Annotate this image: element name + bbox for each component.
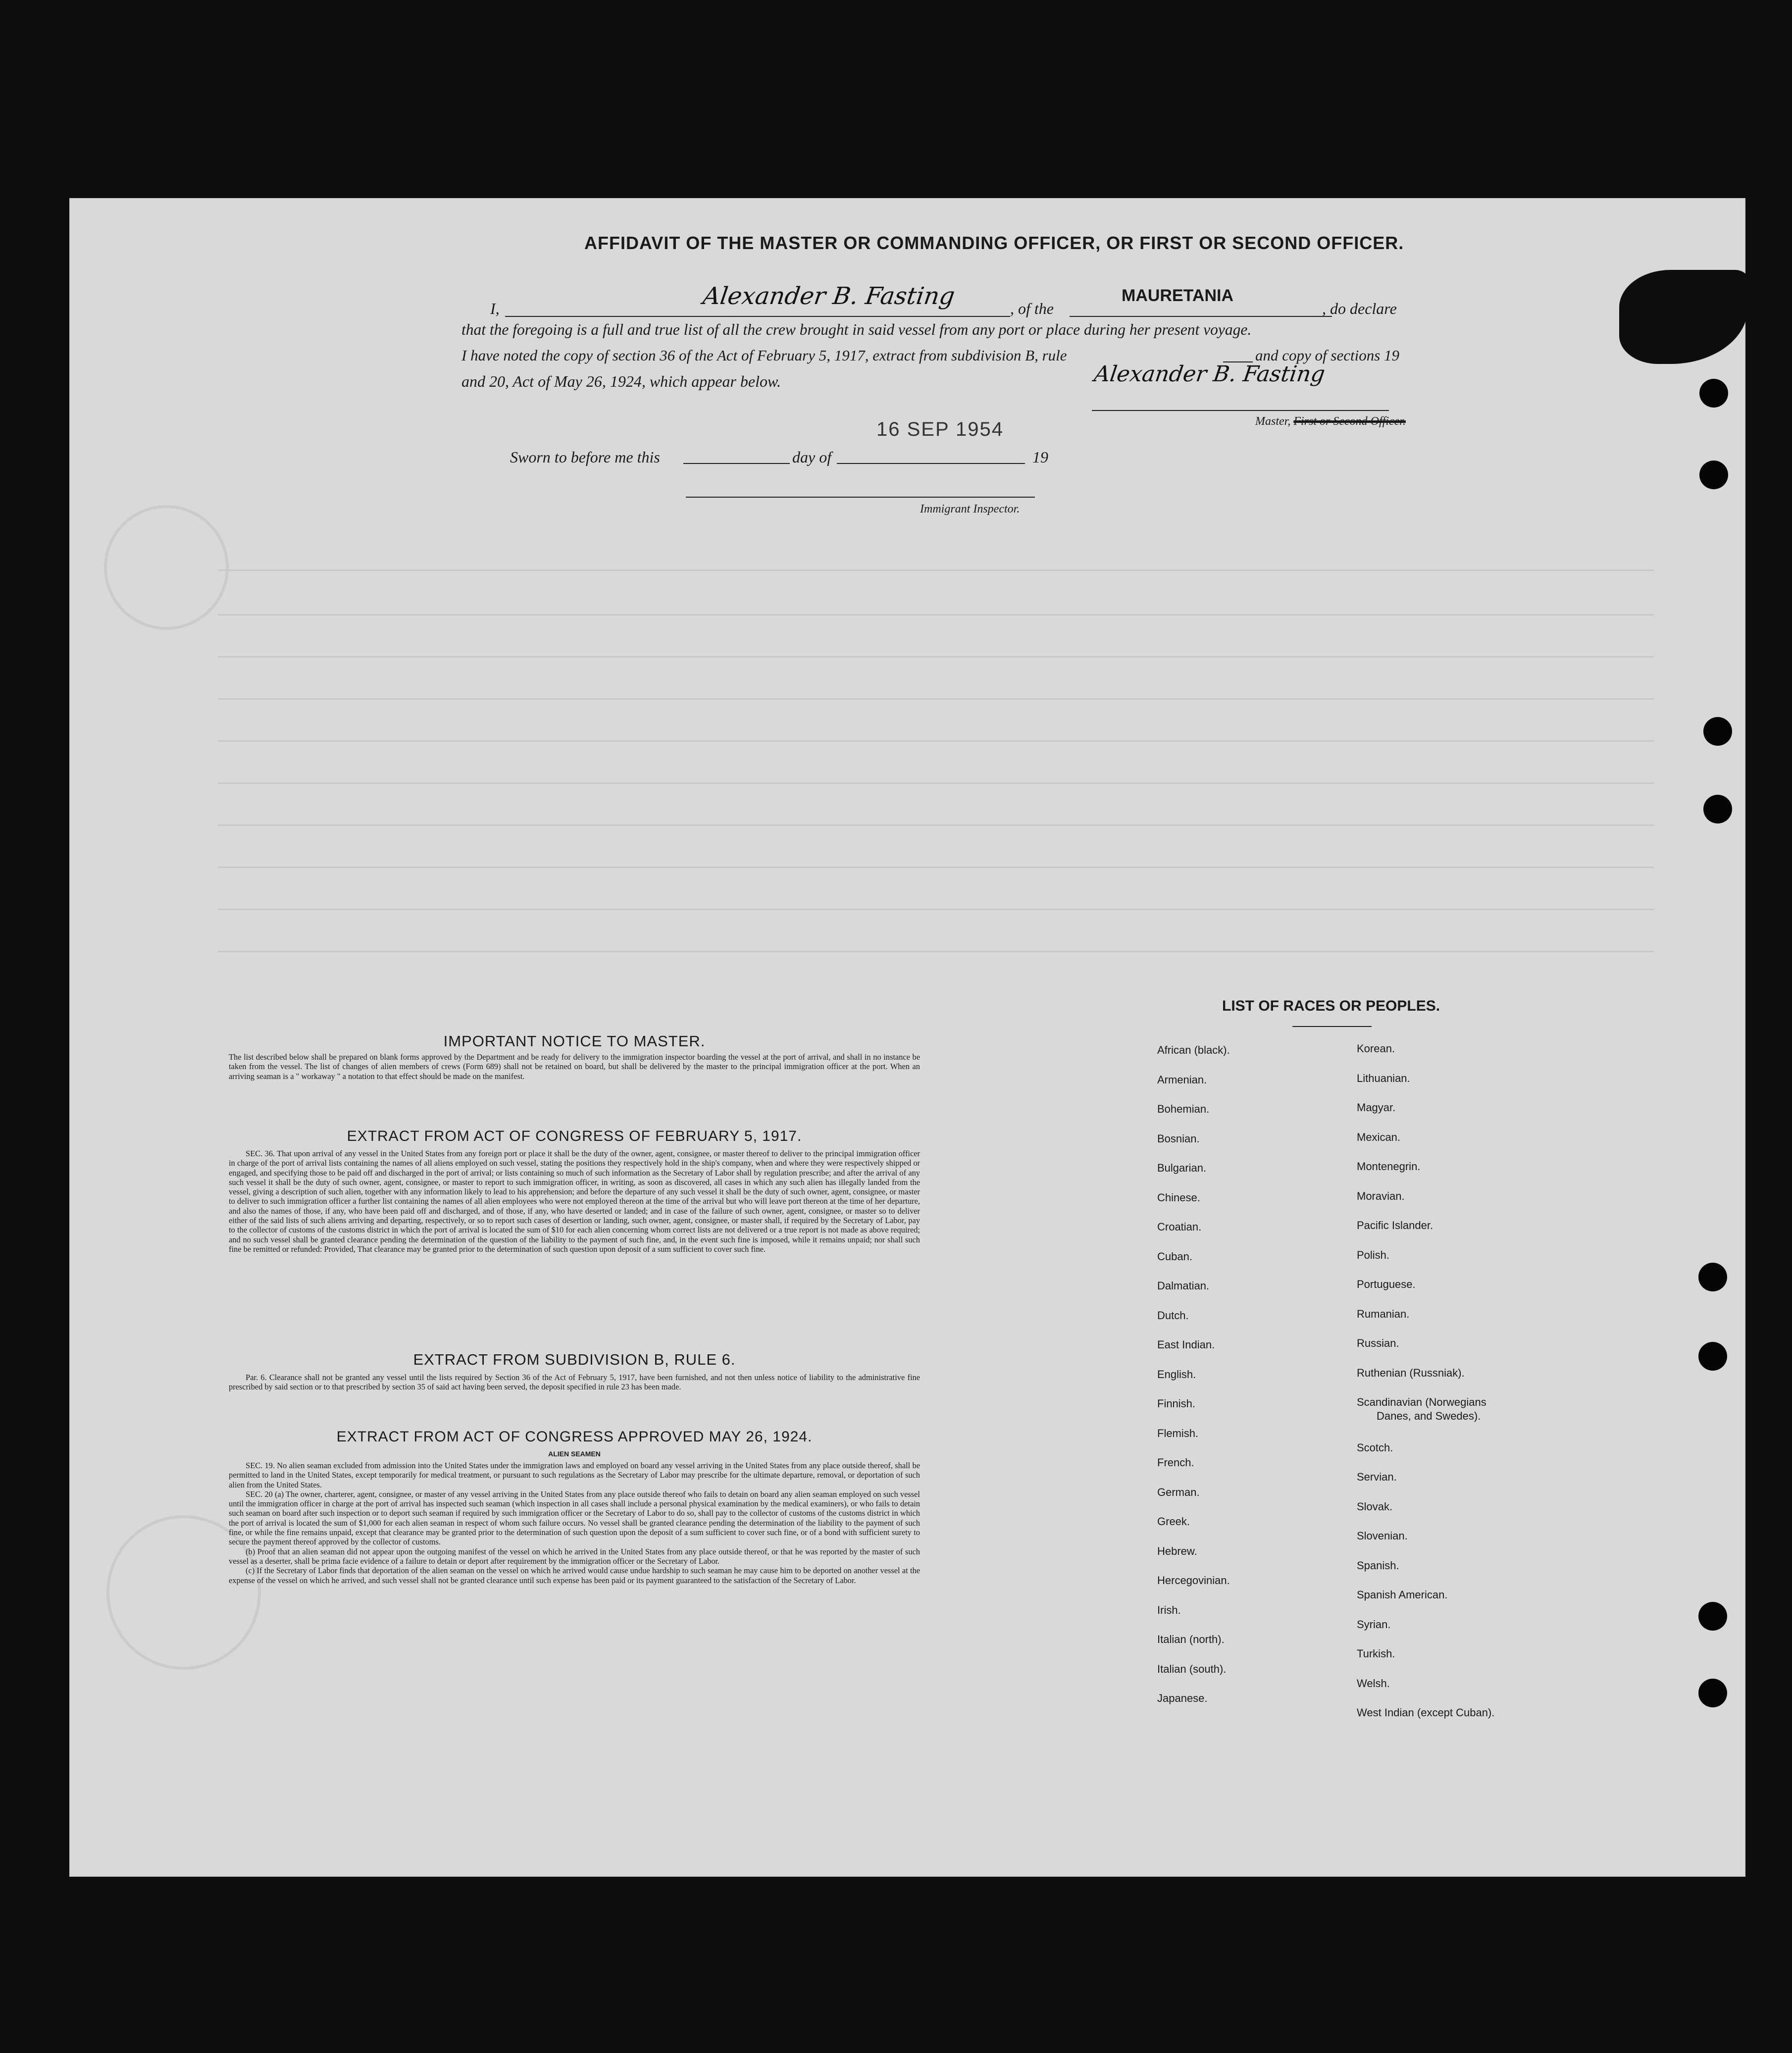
affidavit-of-the-label: , of the [1010,300,1054,317]
race-item: Scotch. [1357,1441,1393,1454]
name-fill-line [505,316,1010,317]
race-item: Dutch. [1157,1309,1189,1322]
affidavit-line-3-end: and copy of sections 19 [1255,347,1400,364]
race-item: Dalmatian. [1157,1280,1210,1292]
race-item: Bohemian. [1157,1103,1210,1115]
inspector-label: Immigrant Inspector. [920,503,1020,515]
race-item: Portuguese. [1357,1278,1416,1290]
race-item: Bosnian. [1157,1132,1200,1145]
binder-hole [1703,717,1732,746]
date-stamp: 16 SEP 1954 [876,418,1004,440]
bleed-through-line [218,782,1654,784]
act-1917-body [229,1149,920,1254]
race-item: Pacific Islander. [1357,1219,1434,1232]
bleed-through-line [218,951,1654,952]
race-item: African (black). [1157,1044,1230,1056]
race-item: Spanish American. [1357,1589,1448,1601]
binder-hole [1699,379,1728,408]
race-item: Russian. [1357,1337,1399,1349]
race-item: Welsh. [1357,1677,1390,1690]
affidavit-line-4: and 20, Act of May 26, 1924, which appear below. [461,372,781,390]
race-item: Japanese. [1157,1692,1208,1704]
sworn-month-line [837,463,1025,464]
race-item: English. [1157,1368,1196,1381]
bleed-through-line [218,824,1654,826]
bleed-through-line [218,656,1654,658]
sworn-label: Sworn to before me this [510,448,660,466]
binder-hole [1698,1342,1727,1371]
race-item: German. [1157,1486,1200,1498]
race-item: Croatian. [1157,1221,1202,1233]
binder-hole [1703,795,1732,823]
bleed-through-line [218,569,1654,571]
bleed-through-line [218,698,1654,700]
race-item: Italian (south). [1157,1663,1227,1675]
bleed-through-line [218,867,1654,868]
race-item: Armenian. [1157,1074,1207,1086]
race-item: Lithuanian. [1357,1072,1410,1084]
ship-name: MAURETANIA [1122,286,1234,305]
race-item: Cuban. [1157,1250,1192,1263]
binder-hole [1698,1602,1727,1631]
master-signature: Alexander B. Fasting [701,282,957,310]
ship-fill-line [1070,316,1332,317]
rule-6-title: EXTRACT FROM SUBDIVISION B, RULE 6. [413,1351,736,1368]
race-item: Ruthenian (Russniak). [1357,1367,1465,1379]
race-item: French. [1157,1456,1194,1469]
race-item: Greek. [1157,1515,1190,1528]
race-item: Servian. [1357,1471,1397,1483]
act-1924-body [229,1461,920,1585]
affidavit-line-3: I have noted the copy of section 36 of the Act of February 5, 1917, extract from subdivision B, rule [461,347,1067,364]
master-sign-line [1092,410,1389,411]
race-item: Danes, and Swedes). [1377,1410,1481,1422]
races-title-rule [1292,1026,1372,1027]
affidavit-do-declare: , do declare [1322,300,1397,317]
race-item: Korean. [1357,1042,1395,1055]
notice-body: The list described below shall be prepared on blank forms approved by the Department and be ready for delivery to the immigration inspector boarding the vessel at the port of arrival, and shall in no instance be taken from the vessel. The list of changes of alien members of crews (Form 689) shall not be retained on board, but shall be delivered by the master to the principal immigration officer at the port. When an arriving seaman is a " workaway " a notation to that effect should be made on the manifest. [229,1052,920,1081]
race-item: Bulgarian. [1157,1162,1207,1174]
race-item: Polish. [1357,1249,1390,1261]
race-item: Magyar. [1357,1101,1396,1114]
race-item: Syrian. [1357,1618,1391,1631]
act-1924-sec19: SEC. 19. No alien seaman excluded from admission into the United States under the immigration laws and employed on board any vessel arriving in the United States from any place outside thereof, shall be permitted to land in the United States, except temporarily for medical treatment, or pursuant to such regulations as the Secretary of Labor may prescribe for the ultimate departure, removal, or deportation of such alien from the United States. [229,1461,920,1489]
bleed-through-line [218,909,1654,910]
rule-6-body [229,1373,920,1392]
affidavit-title: AFFIDAVIT OF THE MASTER OR COMMANDING OFFICER, OR FIRST OR SECOND OFFICER. [584,233,1404,253]
inspector-sign-line [686,497,1035,498]
race-item: West Indian (except Cuban). [1357,1706,1495,1719]
race-item: Mexican. [1357,1131,1401,1143]
race-item: Hebrew. [1157,1545,1197,1557]
bleed-through-line [218,740,1654,742]
master-title [1255,415,1406,428]
sworn-day-line [683,463,790,464]
act-1924-sec20a: SEC. 20 (a) The owner, charterer, agent, consignee, or master of any vessel arriving in the United States from any place outside thereof who fails to detain on board any alien seaman employed on such vessel until the immigration officer in charge at the port of arrival has inspected such seaman (which inspection in all cases shall include a personal physical examination by the medical examiners), or who fails to detain such seaman on board after such inspection or to deport such seaman if required by such immigration officer or the Secretary of Labor to do so, shall pay to the collector of customs of the customs district in which the port of arrival is located the sum of $1,000 for each alien seaman in respect of whom such failure occurs. No vessel shall be granted clearance pending the determination of the liability to the payment of such fine, or while the fine remains unpaid, except that clearance may be granted prior to the determination of such question upon the deposit of a sum sufficient to cover such fine, or of a bond with sufficient surety to secure the payment thereof approved by the collector of customs. [229,1489,920,1547]
race-item: Turkish. [1357,1647,1395,1660]
binder-hole [1699,461,1728,489]
affidavit-line-2: that the foregoing is a full and true list of all the crew brought in said vessel from any port or place during her present voyage. [461,321,1252,338]
day-of-label: day of [792,448,832,466]
rule-6-par6: Par. 6. Clearance shall not be granted any vessel until the lists required by Section 36 of the Act of February 5, 1917, have been furnished, and not then unless notice of liability to the administrative fine prescribed by said section or to that prescribed by section 35 of said act having been served, the deposit specified in rule 23 has been made. [229,1373,920,1392]
embossed-seal [104,505,229,630]
race-item: Hercegovinian. [1157,1574,1230,1587]
master-signature-2: Alexander B. Fasting [1092,361,1327,387]
bleed-through-line [218,614,1654,616]
races-title: LIST OF RACES OR PEOPLES. [1222,998,1440,1014]
notice-title: IMPORTANT NOTICE TO MASTER. [443,1032,706,1050]
year-prefix: 19 [1032,448,1048,466]
race-item: Rumanian. [1357,1308,1410,1320]
struck-officer-title: First or Second Officer. [1293,415,1406,428]
race-item: Moravian. [1357,1190,1405,1202]
binder-hole [1698,1679,1727,1707]
master-label: Master, [1255,415,1291,428]
act-1924-title: EXTRACT FROM ACT OF CONGRESS APPROVED MAY 26, 1924. [336,1429,813,1445]
race-item: Scandinavian (Norwegians [1357,1396,1486,1408]
race-item: Montenegrin. [1357,1160,1421,1173]
binder-hole [1698,1263,1727,1291]
race-item: Irish. [1157,1604,1181,1616]
race-item: Slovenian. [1357,1530,1408,1542]
race-item: East Indian. [1157,1338,1215,1351]
race-item: Finnish. [1157,1397,1196,1410]
act-1924-subtitle: ALIEN SEAMEN [548,1450,601,1458]
race-item: Italian (north). [1157,1633,1225,1645]
race-item: Flemish. [1157,1427,1199,1439]
race-item: Slovak. [1357,1500,1393,1513]
race-item: Chinese. [1157,1191,1200,1204]
act-1924-sec20c: (c) If the Secretary of Labor finds that deportation of the alien seaman on the vessel on which he arrived would cause undue hardship to such seaman he may cause him to be deported on another vessel at the expense of the vessel on which he arrived, and such vessel shall not be granted clearance until such expense has been paid or its payment guaranteed to the satisfaction of the Secretary of Labor. [229,1566,920,1585]
act-1924-sec20b: (b) Proof that an alien seaman did not appear upon the outgoing manifest of the vessel on which he arrived in the United States from any place outside thereof, or that he was reported by the master of such vessel as a deserter, shall be prima facie evidence of a failure to detain or deport after requirement by the immigration officer or the Secretary of Labor. [229,1546,920,1566]
act-1917-title: EXTRACT FROM ACT OF CONGRESS OF FEBRUARY 5, 1917. [347,1128,802,1144]
affidavit-i-label: I, [490,300,500,317]
race-item: Spanish. [1357,1559,1399,1572]
act-1917-sec36: SEC. 36. That upon arrival of any vessel in the United States from any foreign port or place it shall be the duty of the owner, agent, consignee, or master thereof to deliver to the principal immigration officer in charge of the port of arrival lists containing the names of all aliens employed on such vessel, stating the positions they respectively hold in the ship's company, when and where they were respectively shipped or engaged, and specifying those to be paid off and discharged in the port of arrival; or lists containing so much of such information as the Secretary of Labor shall by regulation prescribe; and after the arrival of any such vessel it shall be the duty of such owner, agent, consignee, or master to report to such immigration officer, in writing, as soon as discovered, all cases in which any such alien has illegally landed from the vessel, giving a description of such alien, together with any information likely to lead to his apprehension; and before the departure of any such vessel it shall be the duty of such owner, agent, consignee, or master to deliver to such immigration officer a further list containing the names of all alien employees who were not employed thereon at the time of the arrival but who will leave port thereon at the time of her departure, and also the names of those, if any, who have been paid off and discharged, and of those, if any, who have deserted or landed; and in case of the failure of such owner, agent, consignee, or master so to deliver either of the said lists of such aliens arriving and departing, respectively, or so to report such cases of desertion or landing, such owner, agent, consignee, or master shall, if required by the Secretary of Labor, pay to the collector of customs of the customs district in which the port of arrival is located the sum of $10 for each alien concerning whom correct lists are not delivered or a true report is not made as above required; and no such vessel shall be granted clearance pending the determination of the question of the liability to the payment of such fine, and, in the event such fine is imposed, while it remains unpaid; nor shall such fine be remitted or refunded: Provided, That clearance may be granted prior to the determination of such question upon deposit of a sum sufficient to cover such fine. [229,1149,920,1254]
